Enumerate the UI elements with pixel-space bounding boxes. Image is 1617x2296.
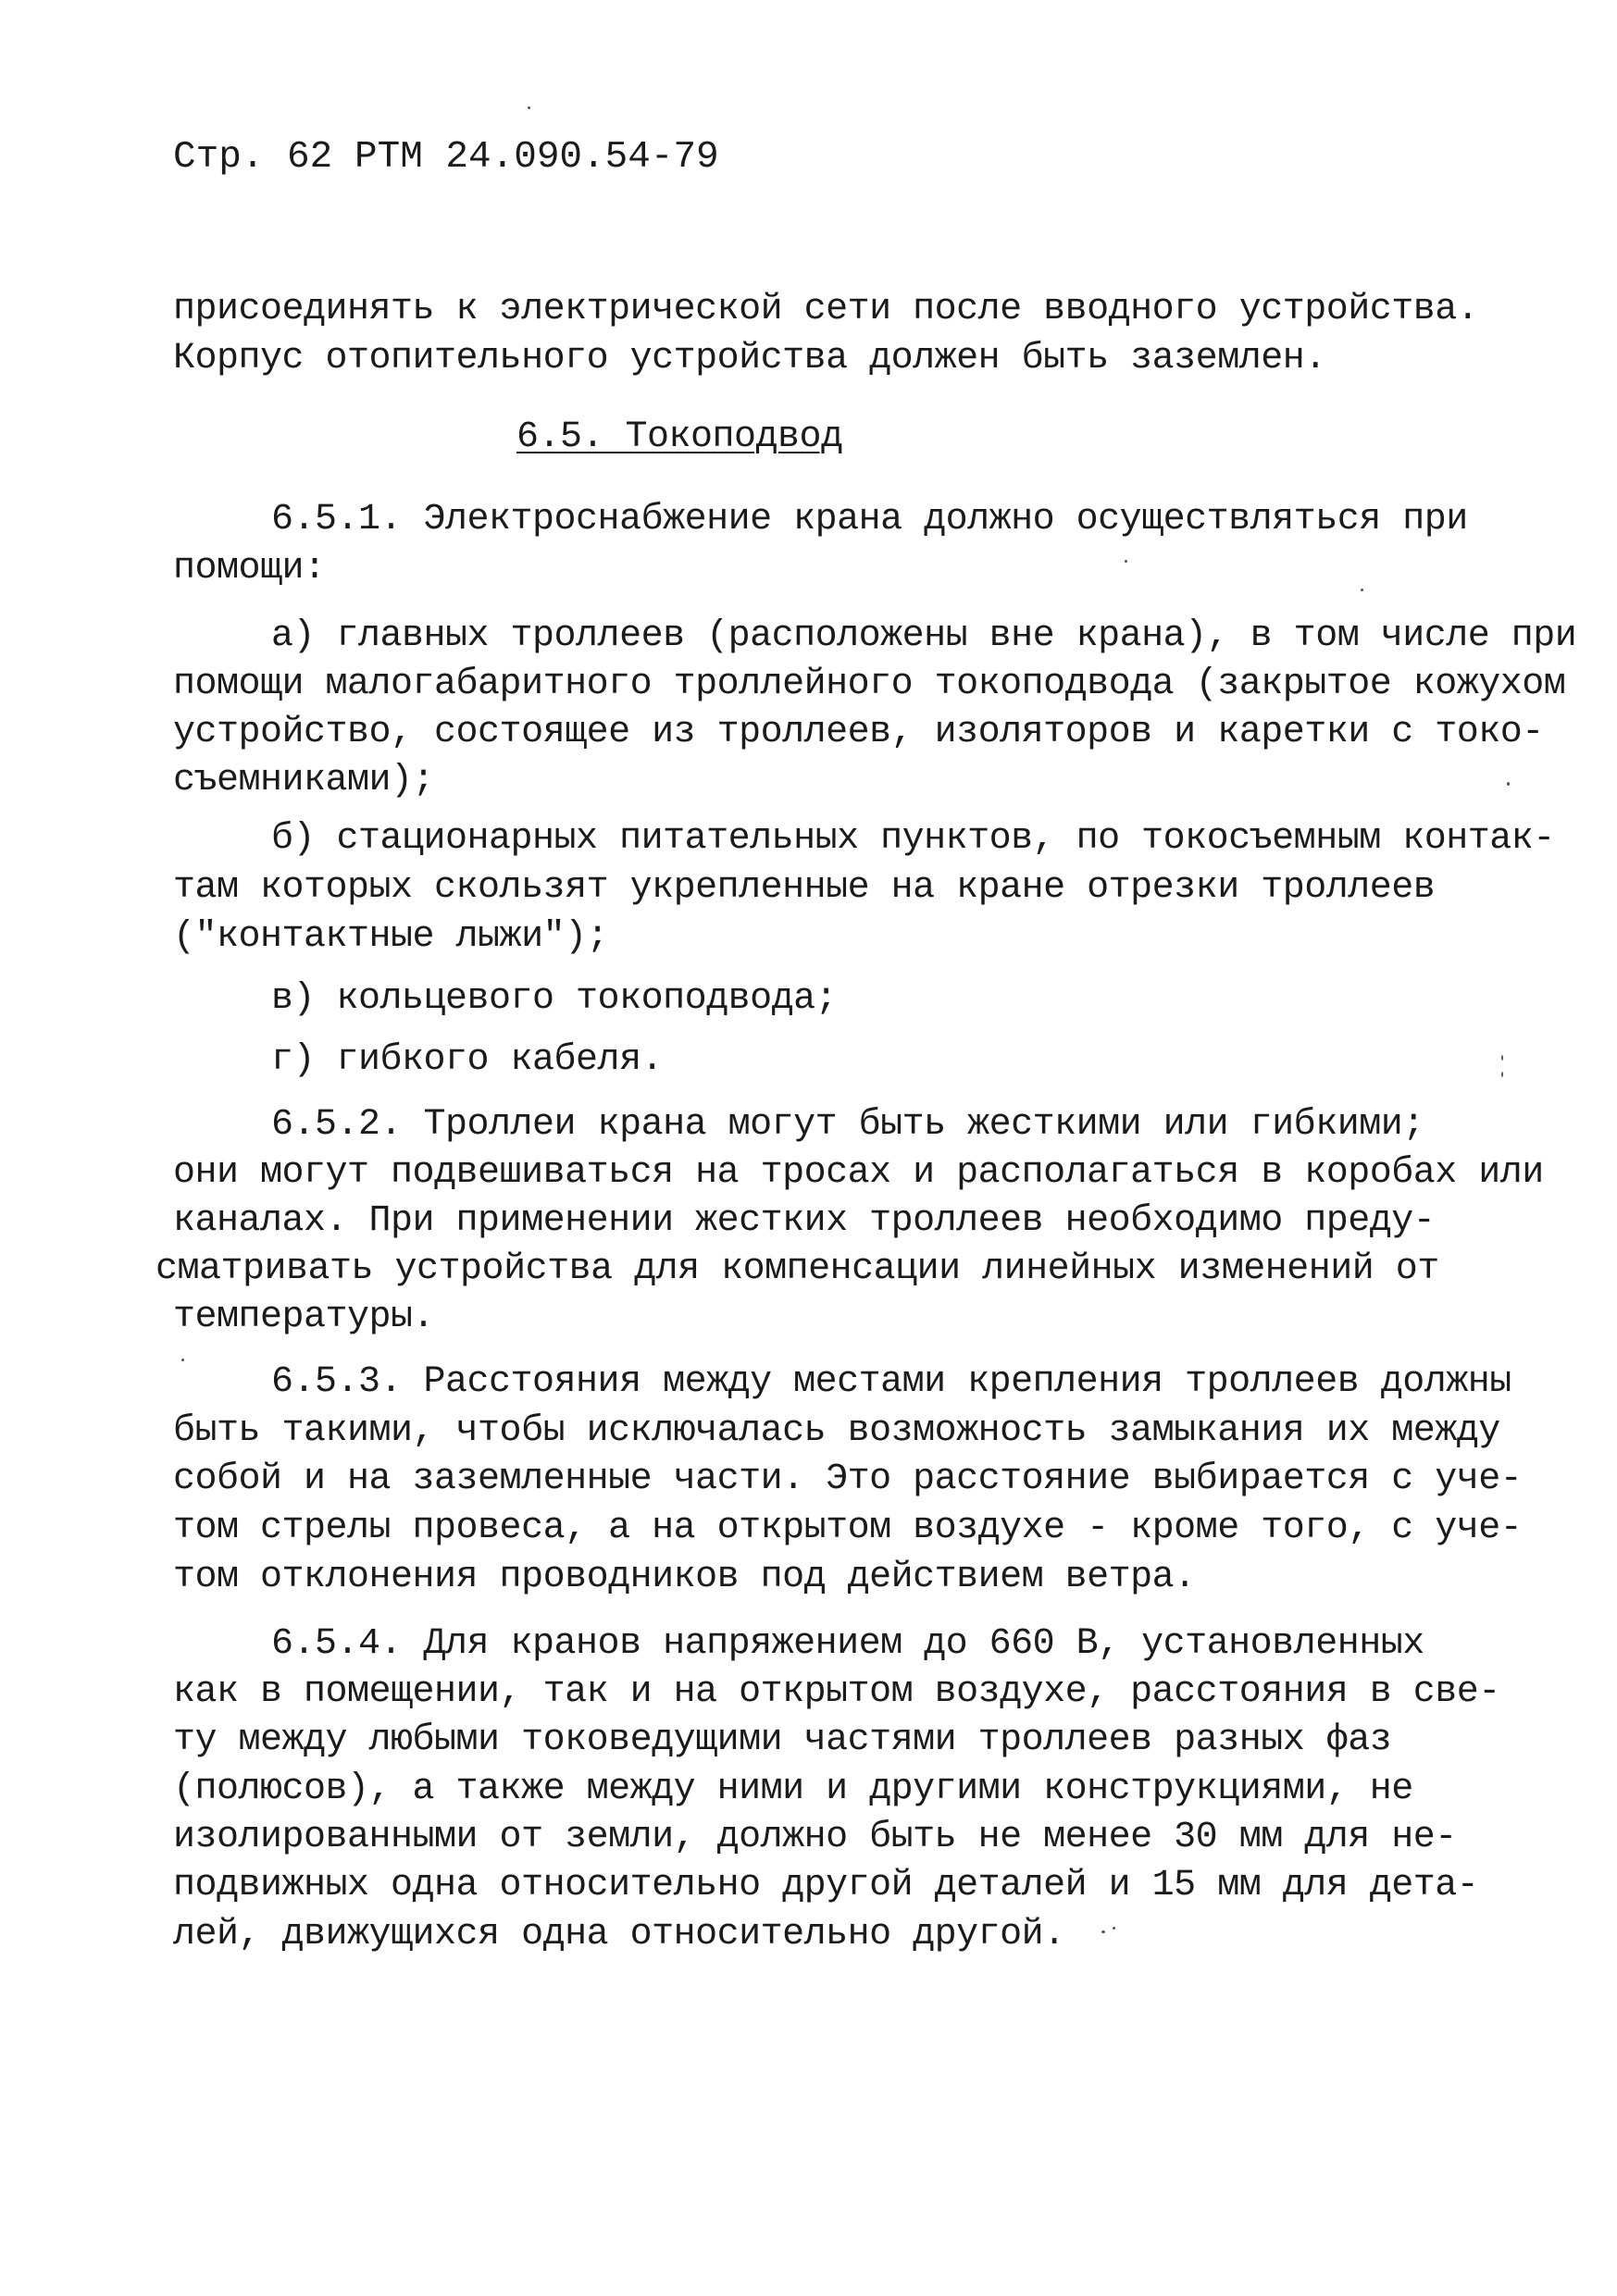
text-line: ("контактные лыжи"); xyxy=(173,916,609,958)
text-line: б) стационарных питательных пунктов, по токосъемным контак- xyxy=(271,818,1555,860)
section-heading: 6.5. Токоподвод xyxy=(516,416,843,458)
text-line: лей, движущихся одна относительно другой. xyxy=(173,1914,1065,1955)
scan-speck xyxy=(1101,1930,1105,1933)
text-line: как в помещении, так и на открытом воздухе, расстояния в све- xyxy=(173,1671,1500,1713)
text-line: 6.5.4. Для кранов напряжением до 660 В, установленных xyxy=(271,1623,1424,1665)
page-number: Стр. 62 xyxy=(173,136,333,179)
text-line: там которых скользят укрепленные на кране отрезки троллеев xyxy=(173,867,1436,909)
text-line: температуры. xyxy=(173,1297,435,1338)
text-line: устройство, состоящее из троллеев, изоляторов и каретки с токо- xyxy=(173,712,1544,753)
text-line: сматривать устройства для компенсации линейных изменений от xyxy=(155,1248,1439,1290)
scan-speck xyxy=(1361,589,1363,591)
document-code: РТМ 24.090.54-79 xyxy=(354,136,719,179)
text-line: том отклонения проводников под действием ветра. xyxy=(173,1557,1196,1598)
scan-speck xyxy=(528,106,530,109)
text-line: том стрелы провеса, а на открытом воздухе - кроме того, с уче- xyxy=(173,1508,1523,1549)
text-line: 6.5.3. Расстояния между местами крепления троллеев должны xyxy=(271,1361,1511,1403)
scan-speck xyxy=(1507,782,1510,786)
text-line: подвижных одна относительно другой деталей и 15 мм для дета- xyxy=(173,1865,1479,1906)
text-line: Корпус отопительного устройства должен быть заземлен. xyxy=(173,338,1326,379)
text-line: они могут подвешиваться на тросах и располагаться в коробах или xyxy=(173,1152,1544,1194)
text-line: быть такими, чтобы исключалась возможность замыкания их между xyxy=(173,1410,1500,1452)
text-line: ту между любыми токоведущими частями троллеев разных фаз xyxy=(173,1719,1392,1761)
text-line: помощи: xyxy=(173,548,326,590)
text-line: 6.5.1. Электроснабжение крана должно осуществляться при xyxy=(271,499,1468,540)
text-line: 6.5.2. Троллеи крана могут быть жесткими или гибкими; xyxy=(271,1104,1424,1146)
text-line: (полюсов), а также между ними и другими конструкциями, не xyxy=(173,1769,1413,1810)
scan-speck xyxy=(1125,560,1127,563)
text-line: съемниками); xyxy=(173,760,435,801)
text-line: в) кольцевого токоподвода; xyxy=(271,978,838,1020)
scan-speck xyxy=(1501,1072,1503,1077)
text-line: присоединять к электрической сети после вводного устройства. xyxy=(173,289,1479,330)
scan-speck xyxy=(181,1359,184,1361)
text-line: изолированными от земли, должно быть не менее 30 мм для не- xyxy=(173,1817,1457,1858)
text-line: а) главных троллеев (расположены вне крана), в том числе при xyxy=(271,615,1577,657)
text-line: каналах. При применении жестких троллеев необходимо преду- xyxy=(173,1200,1436,1242)
text-line: г) гибкого кабеля. xyxy=(271,1039,664,1081)
text-line: собой и на заземленные части. Это расстояние выбирается с уче- xyxy=(173,1458,1523,1500)
scan-speck xyxy=(1113,1927,1115,1930)
text-line: помощи малогабаритного троллейного токоподвода (закрытое кожухом xyxy=(173,664,1566,705)
scan-speck xyxy=(1501,1055,1503,1061)
